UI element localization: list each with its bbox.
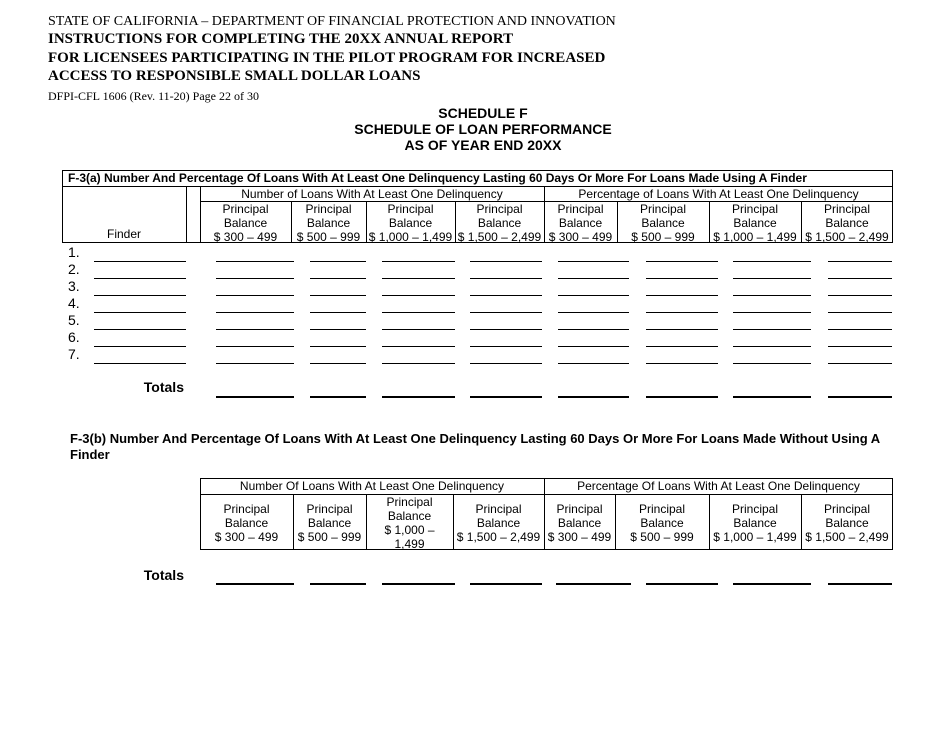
row-number: 3. — [68, 278, 80, 294]
value-entry-line[interactable] — [216, 278, 294, 279]
finder-entry-line[interactable] — [94, 363, 186, 364]
col-a6-header: Principal Balance $ 500 – 999 — [631, 202, 695, 244]
value-entry-line[interactable] — [646, 261, 718, 262]
form-number: DFPI-CFL 1606 (Rev. 11-20) Page 22 of 30 — [48, 89, 259, 103]
value-entry-line[interactable] — [382, 295, 455, 296]
value-entry-line[interactable] — [310, 329, 366, 330]
value-entry-line[interactable] — [470, 295, 542, 296]
value-entry-line[interactable] — [310, 312, 366, 313]
value-entry-line[interactable] — [216, 261, 294, 262]
section-b-title: F-3(b) Number And Percentage Of Loans With At Least One Delinquency Lasting 60 Days Or More For Loans Made Without Using A Finder — [70, 431, 880, 462]
finder-entry-line[interactable] — [94, 329, 186, 330]
total-entry-line[interactable] — [382, 396, 455, 398]
row-number: 5. — [68, 312, 80, 328]
col-a1-header: Principal Balance $ 300 – 499 — [213, 202, 278, 244]
value-entry-line[interactable] — [216, 346, 294, 347]
col-sep — [291, 201, 292, 243]
value-entry-line[interactable] — [558, 278, 629, 279]
value-entry-line[interactable] — [646, 329, 718, 330]
value-entry-line[interactable] — [828, 278, 892, 279]
section-b-count-group: Number Of Loans With At Least One Delinquency — [239, 479, 505, 493]
total-entry-line[interactable] — [646, 583, 718, 585]
value-entry-line[interactable] — [558, 346, 629, 347]
col-a8-header: Principal Balance $ 1,500 – 2,499 — [805, 202, 889, 244]
col-b6-header: Principal Balance $ 500 – 999 — [630, 502, 694, 544]
value-entry-line[interactable] — [646, 346, 718, 347]
instructions-title-line2: FOR LICENSEES PARTICIPATING IN THE PILOT PROGRAM FOR INCREASED — [48, 50, 606, 66]
value-entry-line[interactable] — [558, 295, 629, 296]
section-a-totals-label: Totals — [143, 379, 184, 395]
section-b-totals-label: Totals — [143, 567, 184, 583]
value-entry-line[interactable] — [216, 363, 294, 364]
value-entry-line[interactable] — [310, 363, 366, 364]
col-a5-header: Principal Balance $ 300 – 499 — [548, 202, 613, 244]
value-entry-line[interactable] — [733, 329, 811, 330]
value-entry-line[interactable] — [310, 295, 366, 296]
value-entry-line[interactable] — [828, 312, 892, 313]
value-entry-line[interactable] — [382, 278, 455, 279]
total-entry-line[interactable] — [310, 583, 366, 585]
total-entry-line[interactable] — [556, 583, 631, 585]
value-entry-line[interactable] — [828, 329, 892, 330]
row-number: 1. — [68, 244, 80, 260]
value-entry-line[interactable] — [646, 312, 718, 313]
section-a-percent-group: Percentage of Loans With At Least One Delinquency — [578, 187, 859, 201]
col-sep — [617, 201, 618, 243]
col-sep — [366, 201, 367, 243]
total-entry-line[interactable] — [216, 396, 294, 398]
schedule-date: AS OF YEAR END 20XX — [404, 137, 562, 153]
value-entry-line[interactable] — [470, 261, 542, 262]
value-entry-line[interactable] — [828, 261, 892, 262]
total-entry-line[interactable] — [828, 396, 892, 398]
value-entry-line[interactable] — [733, 295, 811, 296]
value-entry-line[interactable] — [310, 278, 366, 279]
total-entry-line[interactable] — [733, 396, 811, 398]
col-sep — [709, 201, 710, 243]
col-b4-header: Principal Balance $ 1,500 – 2,499 — [456, 502, 541, 544]
finder-entry-line[interactable] — [94, 295, 186, 296]
total-entry-line[interactable] — [310, 396, 366, 398]
row-number: 6. — [68, 329, 80, 345]
value-entry-line[interactable] — [733, 363, 811, 364]
row-number: 7. — [68, 346, 80, 362]
col-a7-header: Principal Balance $ 1,000 – 1,499 — [713, 202, 797, 244]
total-entry-line[interactable] — [470, 396, 542, 398]
value-entry-line[interactable] — [646, 295, 718, 296]
total-entry-line[interactable] — [828, 583, 892, 585]
section-a-count-group: Number of Loans With At Least One Delinquency — [241, 187, 503, 201]
total-entry-line[interactable] — [470, 583, 542, 585]
value-entry-line[interactable] — [558, 261, 629, 262]
value-entry-line[interactable] — [646, 278, 718, 279]
finder-entry-line[interactable] — [94, 278, 186, 279]
value-entry-line[interactable] — [646, 363, 718, 364]
finder-entry-line[interactable] — [94, 312, 186, 313]
value-entry-line[interactable] — [382, 329, 455, 330]
value-entry-line[interactable] — [828, 295, 892, 296]
instructions-title-line1: INSTRUCTIONS FOR COMPLETING THE 20XX ANNUAL REPORT — [48, 31, 514, 47]
total-entry-line[interactable] — [216, 583, 294, 585]
col-b8-header: Principal Balance $ 1,500 – 2,499 — [805, 502, 889, 544]
total-entry-line[interactable] — [733, 583, 811, 585]
value-entry-line[interactable] — [558, 312, 629, 313]
value-entry-line[interactable] — [733, 278, 811, 279]
col-b3-header: Principal Balance $ 1,000 – 1,499 — [384, 495, 435, 551]
value-entry-line[interactable] — [470, 346, 542, 347]
value-entry-line[interactable] — [216, 329, 294, 330]
value-entry-line[interactable] — [558, 363, 629, 364]
value-entry-line[interactable] — [216, 295, 294, 296]
value-entry-line[interactable] — [828, 363, 892, 364]
col-a4-header: Principal Balance $ 1,500 – 2,499 — [457, 202, 542, 244]
schedule-title: SCHEDULE F — [438, 105, 528, 121]
value-entry-line[interactable] — [470, 329, 542, 330]
section-a-finder-divider — [186, 186, 187, 243]
finder-entry-line[interactable] — [94, 346, 186, 347]
value-entry-line[interactable] — [470, 363, 542, 364]
value-entry-line[interactable] — [310, 346, 366, 347]
section-b-percent-group: Percentage Of Loans With At Least One Delinquency — [577, 479, 860, 493]
value-entry-line[interactable] — [310, 261, 366, 262]
col-b7-header: Principal Balance $ 1,000 – 1,499 — [713, 502, 797, 544]
col-b1-header: Principal Balance $ 300 – 499 — [214, 502, 279, 544]
value-entry-line[interactable] — [828, 346, 892, 347]
section-b-group-divider — [200, 494, 893, 495]
value-entry-line[interactable] — [733, 261, 811, 262]
row-number: 4. — [68, 295, 80, 311]
value-entry-line[interactable] — [733, 346, 811, 347]
total-entry-line[interactable] — [558, 396, 629, 398]
finder-entry-line[interactable] — [94, 261, 186, 262]
col-b5-header: Principal Balance $ 300 – 499 — [547, 502, 612, 544]
value-entry-line[interactable] — [382, 312, 455, 313]
schedule-subtitle: SCHEDULE OF LOAN PERFORMANCE — [354, 121, 612, 137]
value-entry-line[interactable] — [558, 329, 629, 330]
total-entry-line[interactable] — [382, 583, 455, 585]
value-entry-line[interactable] — [733, 312, 811, 313]
value-entry-line[interactable] — [470, 312, 542, 313]
instructions-title-line3: ACCESS TO RESPONSIBLE SMALL DOLLAR LOANS — [48, 68, 421, 84]
row-number: 2. — [68, 261, 80, 277]
col-a3-header: Principal Balance $ 1,000 – 1,499 — [368, 202, 453, 244]
col-a2-header: Principal Balance $ 500 – 999 — [296, 202, 361, 244]
finder-column-header: Finder — [106, 227, 141, 241]
col-sep — [801, 201, 802, 243]
total-entry-line[interactable] — [646, 396, 718, 398]
agency-line: STATE OF CALIFORNIA – DEPARTMENT OF FINANCIAL PROTECTION AND INNOVATION — [48, 14, 616, 29]
value-entry-line[interactable] — [216, 312, 294, 313]
value-entry-line[interactable] — [382, 346, 455, 347]
col-b2-header: Principal Balance $ 500 – 999 — [297, 502, 362, 544]
col-sep — [455, 201, 456, 243]
section-a-title: F-3(a) Number And Percentage Of Loans With At Least One Delinquency Lasting 60 Days Or More For Loans Made Using A Finder — [68, 171, 807, 185]
value-entry-line[interactable] — [470, 278, 542, 279]
value-entry-line[interactable] — [382, 363, 455, 364]
value-entry-line[interactable] — [382, 261, 455, 262]
